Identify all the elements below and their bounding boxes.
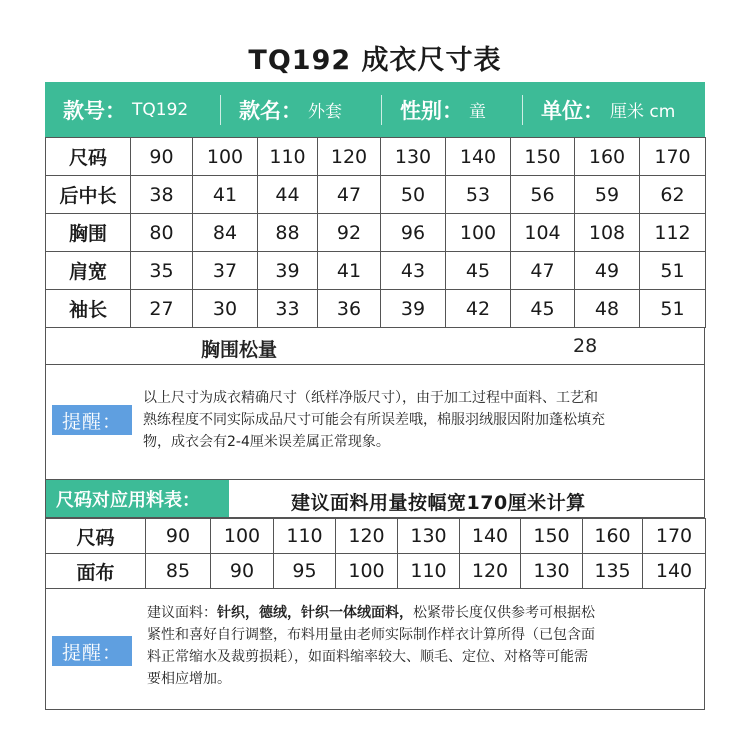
reminder-badge-2: 提醒： [52, 636, 132, 666]
table-cell: 92 [318, 214, 381, 252]
table-cell: 45 [446, 252, 511, 290]
unit-label: 单位： [541, 98, 604, 123]
row-header: 肩宽 [46, 252, 131, 290]
table-cell: 160 [583, 519, 643, 554]
table-cell: 80 [131, 214, 193, 252]
table-cell: 170 [643, 519, 706, 554]
table-cell: 59 [575, 176, 640, 214]
table-cell: 47 [511, 252, 575, 290]
table-cell: 62 [640, 176, 706, 214]
table-cell: 140 [446, 138, 511, 176]
table-cell: 41 [193, 176, 258, 214]
style-name-label: 款名： [239, 98, 302, 123]
reminder-line: 物，成衣会有2-4厘米误差属正常现象。 [143, 434, 390, 450]
table-cell: 96 [381, 214, 446, 252]
table-cell: 41 [318, 252, 381, 290]
table-cell: 50 [381, 176, 446, 214]
table-cell: 100 [211, 519, 274, 554]
table-row [46, 176, 706, 214]
table-cell: 90 [211, 554, 274, 589]
page-title: TQ192 成衣尺寸表 [248, 45, 502, 76]
table-row [46, 290, 706, 328]
table-cell: 33 [258, 290, 318, 328]
table-cell: 150 [521, 519, 583, 554]
table-cell: 104 [511, 214, 575, 252]
table-cell: 88 [258, 214, 318, 252]
reminder-line: 料正常缩水及裁剪损耗），如面料缩率较大、顺毛、定位、对格等可能需 [147, 649, 588, 665]
table-cell: 130 [381, 138, 446, 176]
reminder-line: 要相应增加。 [147, 671, 231, 687]
reminder-line: 以上尺寸为成衣精确尺寸（纸样净版尺寸），由于加工过程中面料、工艺和 [143, 390, 598, 406]
table-cell: 110 [258, 138, 318, 176]
gender-value: 童 [469, 102, 486, 122]
row-header: 袖长 [46, 290, 131, 328]
table-cell: 100 [446, 214, 511, 252]
table-cell: 30 [193, 290, 258, 328]
table-cell: 53 [446, 176, 511, 214]
row-header: 面布 [46, 554, 146, 589]
fabric-table-tag: 尺码对应用料表： [46, 480, 229, 517]
table-cell: 85 [146, 554, 211, 589]
table-cell: 44 [258, 176, 318, 214]
table-cell: 130 [521, 554, 583, 589]
row-header: 尺码 [46, 138, 131, 176]
table-cell: 120 [336, 519, 398, 554]
fabric-suggest-suffix: 松紧带长度仅供参考可根据松 [413, 605, 595, 621]
table-cell: 135 [583, 554, 643, 589]
table-cell: 51 [640, 252, 706, 290]
row-header: 后中长 [46, 176, 131, 214]
table-cell: 56 [511, 176, 575, 214]
table-cell: 100 [193, 138, 258, 176]
table-cell: 49 [575, 252, 640, 290]
reminder-line: 紧性和喜好自行调整，布料用量由老师实际制作样衣计算所得（已包含面 [147, 627, 595, 643]
table-row [46, 554, 706, 589]
gender-label: 性别： [400, 98, 463, 123]
table-cell: 43 [381, 252, 446, 290]
unit-value: 厘米 cm [610, 102, 676, 122]
chest-ease-label: 胸围松量 [201, 339, 278, 361]
reminder-badge: 提醒： [52, 405, 132, 435]
table-cell: 51 [640, 290, 706, 328]
table-cell: 112 [640, 214, 706, 252]
fabric-suggest-types: 针织，德绒，针织一体绒面料， [217, 605, 413, 621]
table-cell: 84 [193, 214, 258, 252]
chest-ease-value: 28 [573, 335, 598, 357]
table-cell: 35 [131, 252, 193, 290]
table-cell: 110 [398, 554, 460, 589]
table-cell: 90 [146, 519, 211, 554]
table-cell: 39 [381, 290, 446, 328]
info-bar [45, 82, 705, 137]
table-cell: 130 [398, 519, 460, 554]
table-cell: 47 [318, 176, 381, 214]
size-table [45, 137, 706, 328]
table-cell: 90 [131, 138, 193, 176]
style-name-cell [221, 82, 381, 137]
row-header: 胸围 [46, 214, 131, 252]
table-cell: 100 [336, 554, 398, 589]
table-cell: 140 [643, 554, 706, 589]
table-cell: 140 [460, 519, 521, 554]
table-cell: 150 [511, 138, 575, 176]
table-cell: 120 [460, 554, 521, 589]
row-header: 尺码 [46, 519, 146, 554]
reminder-line: 熟练程度不同实际成品尺寸可能会有所误差哦，棉服羽绒服因附加蓬松填充 [143, 412, 605, 428]
table-cell: 95 [274, 554, 336, 589]
style-name-value: 外套 [308, 102, 342, 122]
unit-cell [523, 82, 703, 137]
reminder-text-2 [147, 602, 595, 690]
table-cell: 42 [446, 290, 511, 328]
table-cell: 45 [511, 290, 575, 328]
reminder-text [143, 387, 605, 453]
fabric-table [45, 518, 706, 589]
fabric-header [45, 480, 705, 518]
table-cell: 108 [575, 214, 640, 252]
table-row [46, 252, 706, 290]
gender-cell [382, 82, 522, 137]
reminder-line [147, 602, 595, 624]
table-cell: 160 [575, 138, 640, 176]
table-row [46, 519, 706, 554]
chest-ease-row [45, 327, 705, 365]
style-number-cell [45, 82, 220, 137]
table-cell: 36 [318, 290, 381, 328]
table-cell: 170 [640, 138, 706, 176]
table-row [46, 138, 706, 176]
table-row [46, 214, 706, 252]
table-cell: 27 [131, 290, 193, 328]
table-cell: 38 [131, 176, 193, 214]
table-cell: 120 [318, 138, 381, 176]
table-cell: 37 [193, 252, 258, 290]
table-cell: 110 [274, 519, 336, 554]
style-number-label: 款号： [63, 98, 126, 123]
fabric-suggest-label: 建议面料： [147, 605, 217, 621]
fabric-width-note: 建议面料用量按幅宽170厘米计算 [291, 492, 586, 514]
table-cell: 48 [575, 290, 640, 328]
style-number-value: TQ192 [132, 99, 189, 120]
table-cell: 39 [258, 252, 318, 290]
